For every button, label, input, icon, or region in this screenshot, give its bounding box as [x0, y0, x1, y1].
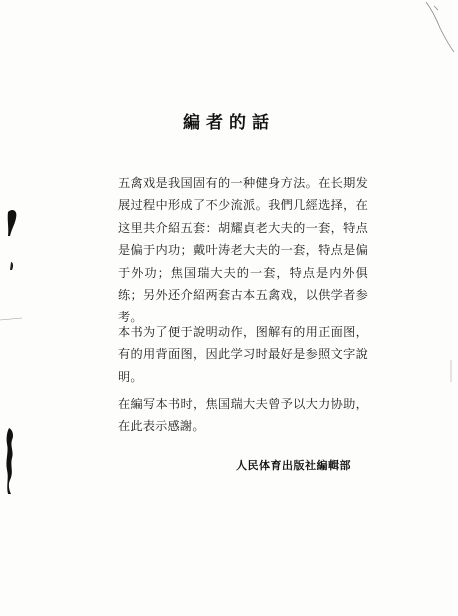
corner-fold-mark — [418, 0, 458, 60]
scan-line — [0, 318, 22, 320]
ink-blot-3 — [6, 428, 13, 494]
ink-blot-1 — [8, 210, 17, 236]
paragraph-2: 本书为了便于說明动作，图解有的用正面图，有的用背面图，因此学习时最好是参照文字說明。 — [118, 325, 368, 384]
paragraph-3: 在編写本书时，焦国瑞大夫曾予以大力协助，在此表示感謝。 — [118, 397, 368, 434]
binding-marks-left — [0, 0, 40, 616]
page-title: 編者的話 — [183, 113, 275, 133]
paragraph-1: 五禽戏是我国固有的一种健身方法。在长期发展过程中形成了不少流派。我們几經选择，在这里共介紹五套：胡耀貞老大夫的一套，特点是偏于内功；戴叶涛老大夫的一套，特点是偏于外功；焦国瑞大夫的一套，特点是内外俱练；另外还介紹两套古本五禽戏，以供学者参考。 — [118, 176, 368, 325]
ink-blot-2 — [10, 262, 13, 270]
signature: 人民体育出版社編輯部 — [236, 459, 351, 472]
edge-mark-right — [446, 360, 456, 390]
